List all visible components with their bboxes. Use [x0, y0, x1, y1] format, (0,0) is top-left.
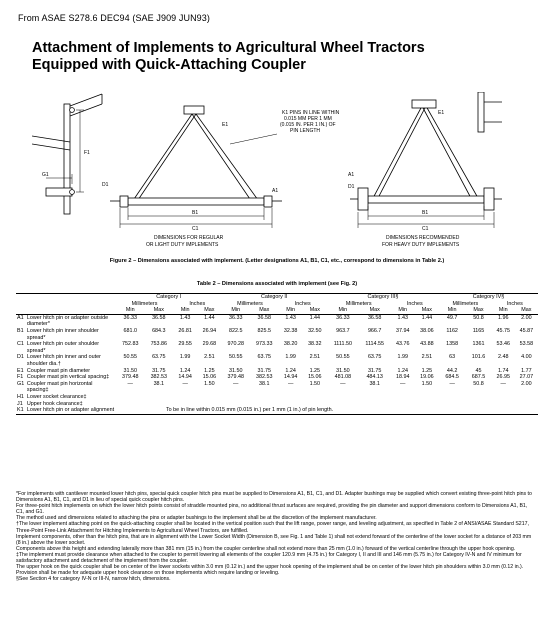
dimension-value: 1.24: [397, 367, 408, 374]
dimension-span-note: To be in line within 0.015 mm (0.015 in.) per 1 mm (1 in.) of pin length.: [116, 407, 538, 414]
dimension-value: 1.50: [204, 380, 215, 387]
footnote: *For implements with cantilever mounted lower hitch pins, special quick coupler hitch pins must be supplied to Dimensions A1, B1, C1, and D1. Adapter bushings may be supplied which convert existing three-point hitch pins to Dimensions A1, B1, C1, and D1 in lieu of special quick coupler hitch pins.: [16, 491, 532, 504]
category-header: Category III§: [367, 294, 399, 300]
dimension-value: 752.83: [122, 341, 139, 348]
max-header: Max: [515, 307, 538, 314]
dimension-value: 1.44: [309, 314, 321, 321]
min-header: Min: [221, 307, 250, 314]
dimension-value: 63.75: [367, 354, 382, 361]
dimension-value: 382.53: [150, 374, 168, 381]
dimension-value: 31.50: [123, 367, 137, 374]
dimension-value: 2.48: [497, 354, 509, 361]
table-row: [16, 328, 538, 341]
dimension-value: 1162: [446, 327, 458, 334]
dimension-value: 38.20: [283, 341, 298, 348]
dimension-value: 31.75: [257, 367, 272, 374]
dimension-value: 684.5: [445, 374, 459, 381]
footnote: ‡The implement must provide clearance when attached to the coupler to permit lowering all elements of the coupler 120.9 mm (4.75 in.) for Category I, II and III and 146 mm (5.75 in.) for Category IV-N and IV minimum for satisfactory attachment and detachment of the implement from the coupler.: [16, 551, 522, 565]
category-header: Category I: [156, 294, 182, 300]
dimension-value: 37.94: [395, 327, 410, 334]
pin-note-line-3: (0.015 IN. PER 1 IN.) OF: [280, 122, 336, 128]
dimension-value: 2.00: [521, 314, 532, 321]
dimension-value: [279, 401, 303, 408]
dimension-value: 970.28: [227, 341, 244, 348]
dimension-value: —: [287, 380, 294, 387]
dimension-value: 31.50: [228, 367, 243, 374]
min-header: Min: [279, 307, 303, 314]
dimension-value: 2.51: [421, 354, 433, 361]
dimension-value: 822.5: [228, 327, 243, 334]
dimension-value: 1.96: [497, 314, 509, 321]
min-header: Min: [173, 307, 197, 314]
dimension-value: 825.5: [257, 327, 272, 334]
dimension-value: 684.3: [152, 327, 166, 334]
label-c1-left: C1: [192, 226, 199, 232]
unit-header: Millimeters: [237, 300, 263, 307]
dimension-value: [465, 394, 491, 401]
min-header: Min: [492, 307, 515, 314]
figure-2: [32, 92, 512, 260]
dimension-value: 14.94: [178, 374, 192, 381]
dimension-value: 1.77: [521, 367, 532, 374]
dimension-value: 1.43: [179, 314, 191, 321]
figure-caption: Figure 2 – Dimensions associated with implement. (Letter designations A1, B1, C1, etc., correspond to dimensions in Table 2.): [109, 258, 445, 264]
dimension-value: 963.7: [336, 327, 350, 334]
footnote: Components above this height and extending laterally more than 381 mm (15 in.) from the coupler centerline shall not extend more than 25 mm (1.0 in.) forward of the vertical centerline through the upper hook opening.: [16, 545, 516, 552]
dimension-value: 31.50: [336, 367, 350, 374]
dimension-value: 43.76: [395, 341, 410, 348]
min-header: Min: [439, 307, 465, 314]
dimension-value: [515, 394, 538, 401]
pin-note-line-2: 0.015 MM PER 1 MM: [284, 116, 332, 122]
dimension-value: 49.7: [446, 314, 458, 321]
dimension-value: [391, 401, 415, 408]
dimension-value: 1.74: [497, 367, 509, 374]
label-a1-right: A1: [348, 172, 355, 178]
dimension-value: 379.48: [122, 374, 139, 381]
dimension-value: —: [233, 380, 239, 387]
dimension-value: [145, 401, 174, 408]
dimension-description: Lower hitch pin inner shoulder spread*: [26, 327, 99, 341]
dimension-value: 966.7: [367, 327, 382, 334]
unit-header: Inches: [506, 300, 523, 307]
page-title: [32, 40, 512, 74]
min-max-header-row: [16, 307, 538, 314]
dimension-value: 15.06: [202, 374, 217, 381]
dimension-value: 36.58: [257, 314, 272, 321]
dimension-value: 29.55: [178, 341, 192, 348]
dimension-value: 1111.50: [333, 341, 352, 348]
dimension-description: Coupler mast pin horizontal spacing‡: [26, 380, 93, 394]
caption-left-1: DIMENSIONS FOR REGULAR: [154, 235, 224, 241]
dimension-value: 43.88: [420, 341, 434, 348]
footnote: §See Section 4 for category IV-N or III-N, narrow hitch, dimensions.: [16, 576, 171, 583]
label-d1: D1: [102, 182, 109, 188]
dimension-value: 36.33: [123, 314, 137, 321]
dimension-value: [279, 394, 303, 401]
dimension-code: E1: [17, 367, 24, 374]
dimension-value: 45.87: [519, 327, 534, 334]
dimension-value: 1.25: [421, 367, 433, 374]
dimension-value: [145, 394, 174, 401]
dimension-value: 687.5: [471, 374, 486, 381]
dimension-value: 2.51: [309, 354, 321, 361]
dimensions-table: [16, 293, 538, 415]
footnote: For three-point hitch implements on which the lower hitch points consist of straddle mounted pins, no additional thrust surfaces are required, providing the pin diameter and support dimensions conform to Dimensions A1, B1, C1, and G1.: [16, 503, 528, 516]
dimension-description: Lower hitch pin inner and outer shoulder dia.†: [26, 354, 101, 367]
dimension-value: 63: [449, 354, 456, 361]
dimension-code: H1: [17, 393, 24, 400]
dimension-value: 379.48: [227, 374, 244, 381]
min-header: Min: [391, 307, 415, 314]
dimension-value: 50.55: [336, 354, 350, 361]
dimension-value: [439, 394, 465, 401]
dimension-description: Lower socket clearance‡: [26, 393, 87, 400]
dimension-value: 50.55: [123, 354, 137, 361]
label-b1-right: B1: [422, 210, 429, 216]
label-b1-left: B1: [192, 210, 199, 216]
dimension-value: [250, 394, 279, 401]
dimension-value: 1.43: [285, 314, 296, 321]
unit-header: Inches: [189, 300, 206, 307]
dimension-value: 32.50: [308, 327, 322, 334]
dimension-value: [303, 401, 327, 408]
dimension-value: 36.58: [367, 314, 382, 321]
table-row: [16, 394, 538, 401]
dimension-description: Lower hitch pin or adapter alignment: [26, 407, 115, 414]
dimension-value: 1361: [472, 341, 485, 348]
dimension-code: J1: [17, 400, 23, 407]
unit-header: Inches: [294, 300, 311, 307]
dimension-value: 1.24: [179, 367, 191, 374]
footnote: The upper hook on the quick coupler shall be on center of the lower sockets within 3.0 mm (0.12 in.) and the upper hook opening of the implement shall be on center of the lower hitch pin shoulders within 3.0 mm (0.12 in.).: [16, 564, 524, 571]
dimension-value: [515, 401, 538, 408]
dimension-value: 481.08: [334, 374, 352, 381]
unit-header: Millimeters: [131, 300, 158, 307]
dimension-value: 1.43: [397, 314, 408, 321]
dimension-value: 36.33: [336, 314, 350, 321]
dimension-description: Coupler mast pin diameter: [26, 367, 91, 374]
dimension-value: 1.99: [179, 354, 191, 361]
dimension-value: 1114.55: [365, 341, 385, 348]
max-header: Max: [145, 307, 174, 314]
dimension-value: 1165: [472, 327, 485, 334]
dimension-value: 19.06: [420, 374, 434, 381]
dimension-description: Upper hook clearance‡: [26, 400, 83, 407]
dimension-value: [116, 401, 145, 408]
dimension-value: 101.6: [471, 354, 486, 361]
dimension-value: 4.00: [521, 354, 532, 361]
dimension-value: [391, 394, 415, 401]
dimension-value: [173, 394, 197, 401]
footnote: Implement components, other than the hitch pins, that are in alignment with the Lower Socket Width (Dimension B, see Fig. 1 and Table 1) shall not extend forward of the centerline of the lower socket for a distance of 203 mm (8 in.) above the lower socket.: [16, 533, 532, 546]
dimension-value: [197, 394, 221, 401]
dimension-value: 1.44: [204, 314, 215, 321]
title-line-2: Equipped with Quick-Attaching Coupler: [32, 57, 306, 73]
dimension-value: 1.50: [309, 380, 321, 387]
dimension-value: 15.06: [308, 374, 322, 381]
min-header: Min: [116, 307, 145, 314]
max-header: Max: [415, 307, 439, 314]
dimension-value: 36.58: [152, 314, 166, 321]
label-g1: G1: [42, 172, 49, 178]
dimension-value: 50.8: [473, 314, 484, 321]
table-row: [16, 374, 538, 381]
dimension-value: —: [182, 380, 188, 387]
table-row: [16, 368, 538, 375]
footnote: The method used and dimensions related to attaching the pins or adapter bushings to the implement shall be at the discretion of the implement manufacturer.: [16, 515, 377, 522]
table-row: [16, 341, 538, 354]
dimension-value: 38.32: [308, 341, 322, 348]
dimension-value: 753.86: [150, 341, 168, 348]
dimension-value: —: [449, 380, 455, 387]
dimension-value: 32.38: [283, 327, 298, 334]
dimension-value: 27.07: [519, 374, 534, 381]
footnotes: [16, 491, 534, 582]
label-d1-right: D1: [348, 184, 355, 190]
dimension-value: [221, 394, 250, 401]
table-body: [16, 314, 538, 414]
table-caption: Table 2 – Dimensions associated with implement (see Fig. 2): [196, 281, 358, 287]
dimension-value: 382.53: [256, 374, 273, 381]
pin-note-line-4: PIN LENGTH: [290, 128, 321, 134]
left-mast-post: [64, 104, 70, 214]
dimension-value: 1.50: [421, 380, 433, 387]
dimension-description: Coupler mast pin vertical spacing‡: [26, 374, 110, 381]
category-header: Category II: [260, 294, 288, 300]
dimension-value: 44.2: [446, 367, 458, 374]
dimension-code: G1: [17, 380, 25, 387]
dimension-value: 38.1: [369, 380, 380, 387]
dimension-value: 1.44: [421, 314, 433, 321]
source-reference: From ASAE S278.6 DEC94 (SAE J909 JUN93): [18, 13, 210, 23]
dimension-value: 18.94: [395, 374, 410, 381]
dimension-value: 1358: [446, 341, 459, 348]
dimension-code: F1: [17, 374, 24, 381]
unit-header: Millimeters: [345, 300, 372, 307]
max-header: Max: [303, 307, 327, 314]
dimension-value: 36.33: [228, 314, 243, 321]
dimension-description: Lower hitch pin outer shoulder spread*: [26, 341, 100, 354]
dimension-value: [327, 394, 359, 401]
dimension-value: 2.00: [521, 380, 532, 387]
dimension-value: [415, 401, 439, 408]
dimension-value: 38.1: [259, 380, 270, 387]
dimension-value: 1.25: [204, 367, 215, 374]
footnote: Provision shall be made for adequate upper hook clearance on those implements which require landing or leveling.: [16, 570, 280, 577]
dimension-value: [492, 401, 515, 408]
max-header: Max: [197, 307, 221, 314]
dimension-value: 45: [475, 367, 482, 374]
dimension-value: 681.0: [123, 327, 137, 334]
dimension-value: [492, 394, 515, 401]
table-row: [16, 401, 538, 408]
unit-header: Inches: [406, 300, 423, 307]
pin-note-line-1: K1 PINS IN LINE WITHIN: [282, 110, 340, 116]
dimension-code: B1: [17, 327, 24, 334]
left-lower-bar: [128, 198, 264, 205]
caption-left-2: OR LIGHT DUTY IMPLEMENTS: [146, 242, 219, 248]
label-f1: F1: [84, 150, 90, 156]
dimension-value: 31.75: [152, 367, 166, 374]
caption-right-2: FOR HEAVY DUTY IMPLEMENTS: [382, 242, 460, 248]
dimension-value: 53.46: [496, 341, 510, 348]
label-c1-right: C1: [422, 226, 429, 232]
dimension-value: [197, 401, 221, 408]
dimension-value: —: [400, 380, 406, 387]
dimension-value: 1.25: [309, 367, 321, 374]
table-row: [16, 354, 538, 367]
dimension-value: 484.13: [366, 374, 383, 381]
max-header: Max: [250, 307, 279, 314]
dimension-value: 1.99: [397, 354, 408, 361]
dimension-value: 1.99: [285, 354, 296, 361]
dimension-value: 53.58: [519, 341, 534, 348]
dimension-value: [250, 401, 279, 408]
dimension-value: [116, 394, 145, 401]
dimension-value: [173, 401, 197, 408]
table-row: [16, 407, 538, 414]
dimension-value: 2.51: [204, 354, 215, 361]
dimension-value: 50.8: [473, 380, 484, 387]
min-header: Min: [327, 307, 359, 314]
dimension-value: 31.75: [367, 367, 382, 374]
dimension-value: [415, 394, 439, 401]
dimension-value: 63.75: [257, 354, 272, 361]
dimension-value: 45.75: [496, 327, 510, 334]
dimension-code: C1: [17, 341, 24, 348]
dimension-value: —: [340, 380, 346, 387]
dimension-value: 26.95: [496, 374, 510, 381]
implement-diagram: [32, 92, 512, 260]
title-line-1: Attachment of Implements to Agricultural Wheel Tractors: [32, 40, 425, 56]
dimension-value: —: [127, 380, 133, 387]
dimension-value: [359, 401, 391, 408]
max-header: Max: [465, 307, 491, 314]
dimension-value: 26.94: [202, 327, 217, 334]
dimension-value: —: [500, 380, 506, 387]
table-row: [16, 381, 538, 394]
caption-right-1: DIMENSIONS RECOMMENDED: [386, 235, 460, 241]
table-row: [16, 314, 538, 328]
category-header: Category IV§: [472, 294, 505, 300]
max-header: Max: [359, 307, 391, 314]
dimension-value: 29.68: [202, 341, 217, 348]
dimension-value: [439, 401, 465, 408]
dimension-description: Lower hitch pin or adapter outside diameter*: [26, 314, 109, 328]
dimension-value: 50.55: [228, 354, 243, 361]
dimension-value: 63.75: [152, 354, 166, 361]
dimension-code: D1: [17, 354, 24, 361]
dimension-value: [221, 401, 250, 408]
dimension-value: [465, 401, 491, 408]
label-e1-right: E1: [438, 110, 445, 116]
footnote: †The lower implement attaching point on the quick-attaching coupler shall be located in the vertical position such that the lift range, power range, and leveling adjustment, as specified in Table 2 of ANSI/ASAE Standard S217, Three-Point Free-Link Attachment for Hitching Implements to Agricultural Wheel Tractors, are fulfilled.: [16, 521, 529, 534]
dimension-value: 38.1: [153, 380, 165, 387]
dimension-value: [327, 401, 359, 408]
unit-header: Millimeters: [452, 300, 479, 307]
dimension-code: A1: [17, 314, 24, 321]
dimension-value: 14.94: [283, 374, 298, 381]
dimension-value: 973.33: [256, 341, 273, 348]
dimension-value: [303, 394, 327, 401]
dimension-value: 38.06: [420, 327, 434, 334]
dimension-value: 26.81: [178, 327, 192, 334]
label-e1-left: E1: [222, 122, 229, 128]
right-lower-bar: [368, 196, 484, 203]
label-a1-left: A1: [272, 188, 279, 194]
dimension-code: K1: [16, 407, 26, 414]
dimension-value: 1.24: [285, 367, 296, 374]
dimension-value: [359, 394, 391, 401]
